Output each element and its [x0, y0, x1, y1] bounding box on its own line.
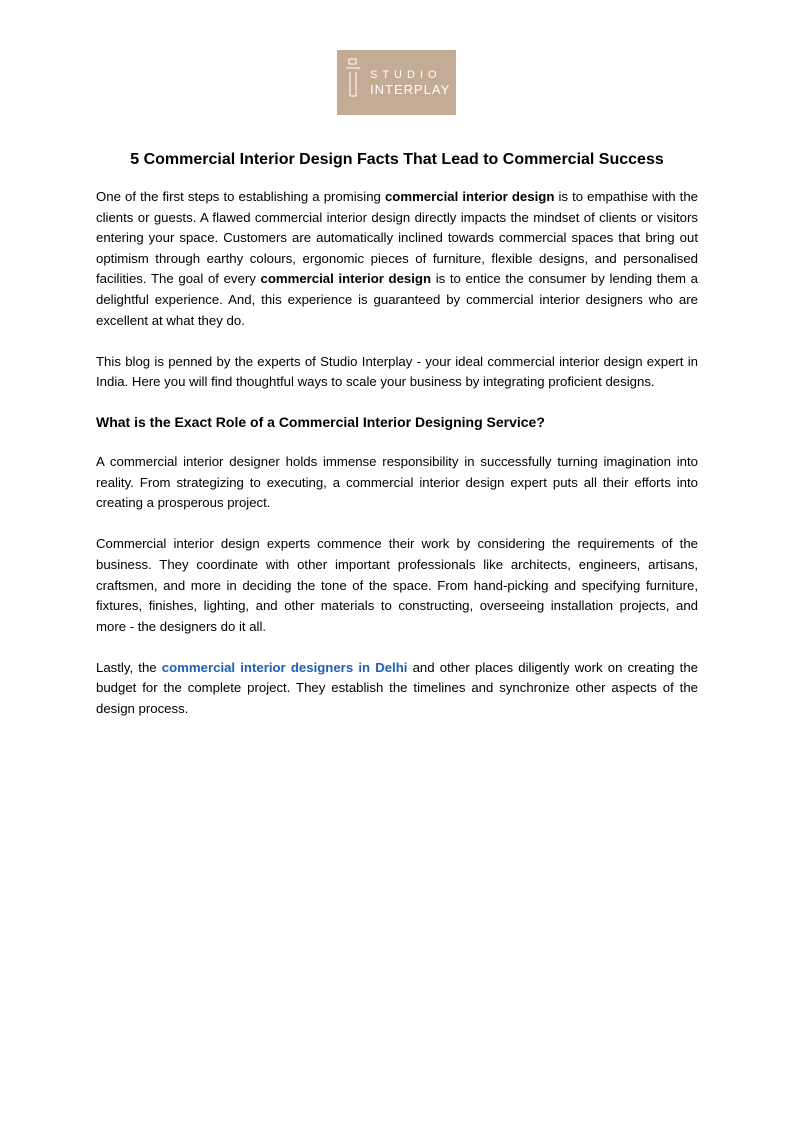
studio-interplay-logo: [337, 50, 456, 115]
intro-bold-keyword-2: commercial interior design: [260, 271, 432, 287]
intro-text-2: is to empathise with the clients or guests. A flawed commercial interior design directly impacts the mindset of clients or visitors entering your space. Customers are automatically inclined towards commercial spaces that bring out optimism through earthy colours, ergonomic pieces of furniture, flexible designs, and personalised facilities. The goal of every: [96, 189, 698, 287]
intro-text-1: One of the first steps to establishing a promising: [96, 189, 385, 204]
role-paragraph-1: A commercial interior designer holds immense responsibility in successfully turning imagination into reality. From strategizing to executing, a commercial interior design expert puts all their efforts into creating a prosperous project.: [96, 453, 698, 511]
role-paragraph-2: Commercial interior design experts commence their work by considering the requirements of the business. They coordinate with other important professionals like architects, engineers, artisans, craftsmen, and more in deciding the tone of the space. From hand-picking and specifying furniture, fixtures, finishes, lighting, and other materials to constructing, overseeing installation projects, and more - the designers do it all.: [96, 536, 698, 634]
commercial-interior-designers-delhi-link[interactable]: commercial interior designers in Delhi: [161, 659, 408, 675]
document-body: [96, 150, 698, 740]
lastly-text-suffix: and other places diligently work on creating the budget for the complete project. They establish the timelines and synchronize other aspects of the design process.: [96, 659, 698, 717]
lastly-paragraph: [96, 658, 698, 720]
blog-paragraph: This blog is penned by the experts of Studio Interplay - your ideal commercial interior design expert in India. Here you will find thoughtful ways to scale your business by integrating proficient designs.: [96, 353, 698, 390]
intro-text-3: is to entice the consumer by lending them a delightful experience. And, this experience is guaranteed by commercial interior designers who are excellent at what they do.: [96, 271, 698, 328]
intro-bold-keyword-1: commercial interior design: [384, 189, 555, 204]
page-title: 5 Commercial Interior Design Facts That Lead to Commercial Success: [130, 151, 664, 168]
lastly-text-prefix: Lastly, the: [96, 659, 162, 675]
logo-mark-icon: [344, 58, 368, 102]
section-heading: What is the Exact Role of a Commercial Interior Designing Service?: [96, 413, 545, 430]
intro-paragraph: [96, 187, 698, 331]
logo-text-interplay: INTERPLAY: [370, 82, 451, 97]
logo-text-studio: STUDIO: [370, 69, 442, 81]
